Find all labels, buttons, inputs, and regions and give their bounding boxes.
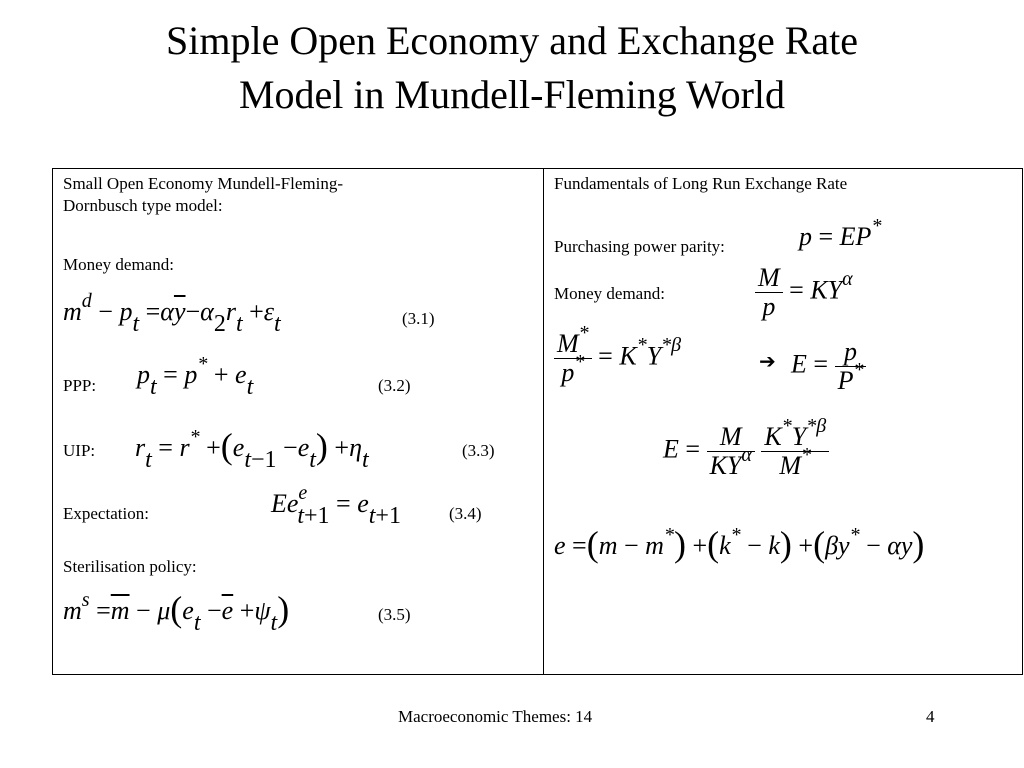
equation-exchange-rate-fundamentals: E = $\frac{M}{KY^\alpha}$ $\frac{K^*Y^{*\beta}}{M^*}$	[663, 424, 829, 479]
right-heading: Fundamentals of Long Run Exchange Rate	[554, 174, 848, 193]
right-arrow-icon: ➔	[759, 351, 776, 373]
content-table	[52, 168, 1023, 675]
equation-sterilisation: $m^s =\overline{m} - \mu(et -\overline{e} +\psi t)$	[63, 589, 290, 636]
ppp-label: PPP:	[63, 376, 97, 395]
ppp-right-label: Purchasing power parity:	[554, 237, 725, 256]
page-number: 4	[926, 707, 935, 726]
title-line-2: Model in Mundell-Fleming World	[238, 72, 785, 117]
equation-uip: rt = r* +(et−1 −et) +ηt	[135, 426, 369, 473]
expectation-label: Expectation:	[63, 504, 149, 523]
equation-money-demand-long-run: $\frac{M}{p}$ = $KY^\alpha$	[755, 265, 853, 320]
column-divider	[543, 169, 544, 674]
equation-ppp: pt = p* + et	[137, 353, 254, 400]
eq-number-3-5: (3.5)	[378, 605, 411, 624]
left-heading-line-1: Small Open Economy Mundell-Fleming-	[63, 174, 343, 193]
money-demand-label: Money demand:	[63, 255, 174, 274]
left-heading-line-2: Dornbusch type model:	[63, 196, 223, 215]
eq-number-3-1: (3.1)	[402, 309, 435, 328]
title-line-1: Simple Open Economy and Exchange Rate	[165, 18, 859, 63]
uip-label: UIP:	[63, 441, 96, 460]
equation-money-demand-foreign: $\frac{M^*}{p^*}$ = $K^*Y^{*\beta}$	[554, 331, 681, 386]
money-demand-right-label: Money demand:	[554, 284, 665, 303]
eq-number-3-3: (3.3)	[462, 441, 495, 460]
equation-purchasing-power-parity: p = EP*	[799, 215, 882, 251]
equation-expectation: $Ee^et+1 = et+1$	[271, 482, 401, 529]
equation-log-exchange-rate: e =(m − m*) +(k* − k) +(βy* − αy)	[554, 524, 925, 564]
equation-money-demand: $m^d$ − pt $=\alpha\overline{y}-\alpha 2rt +\varepsilon t$	[63, 290, 281, 337]
equation-exchange-rate-ppp: E = $\frac{p}{P^*}$	[791, 339, 866, 394]
slide-title	[0, 14, 1024, 122]
footer-title: Macroeconomic Themes: 14	[398, 707, 593, 726]
sterilisation-label: Sterilisation policy:	[63, 557, 197, 576]
eq-number-3-2: (3.2)	[378, 376, 411, 395]
eq-number-3-4: (3.4)	[449, 504, 482, 523]
